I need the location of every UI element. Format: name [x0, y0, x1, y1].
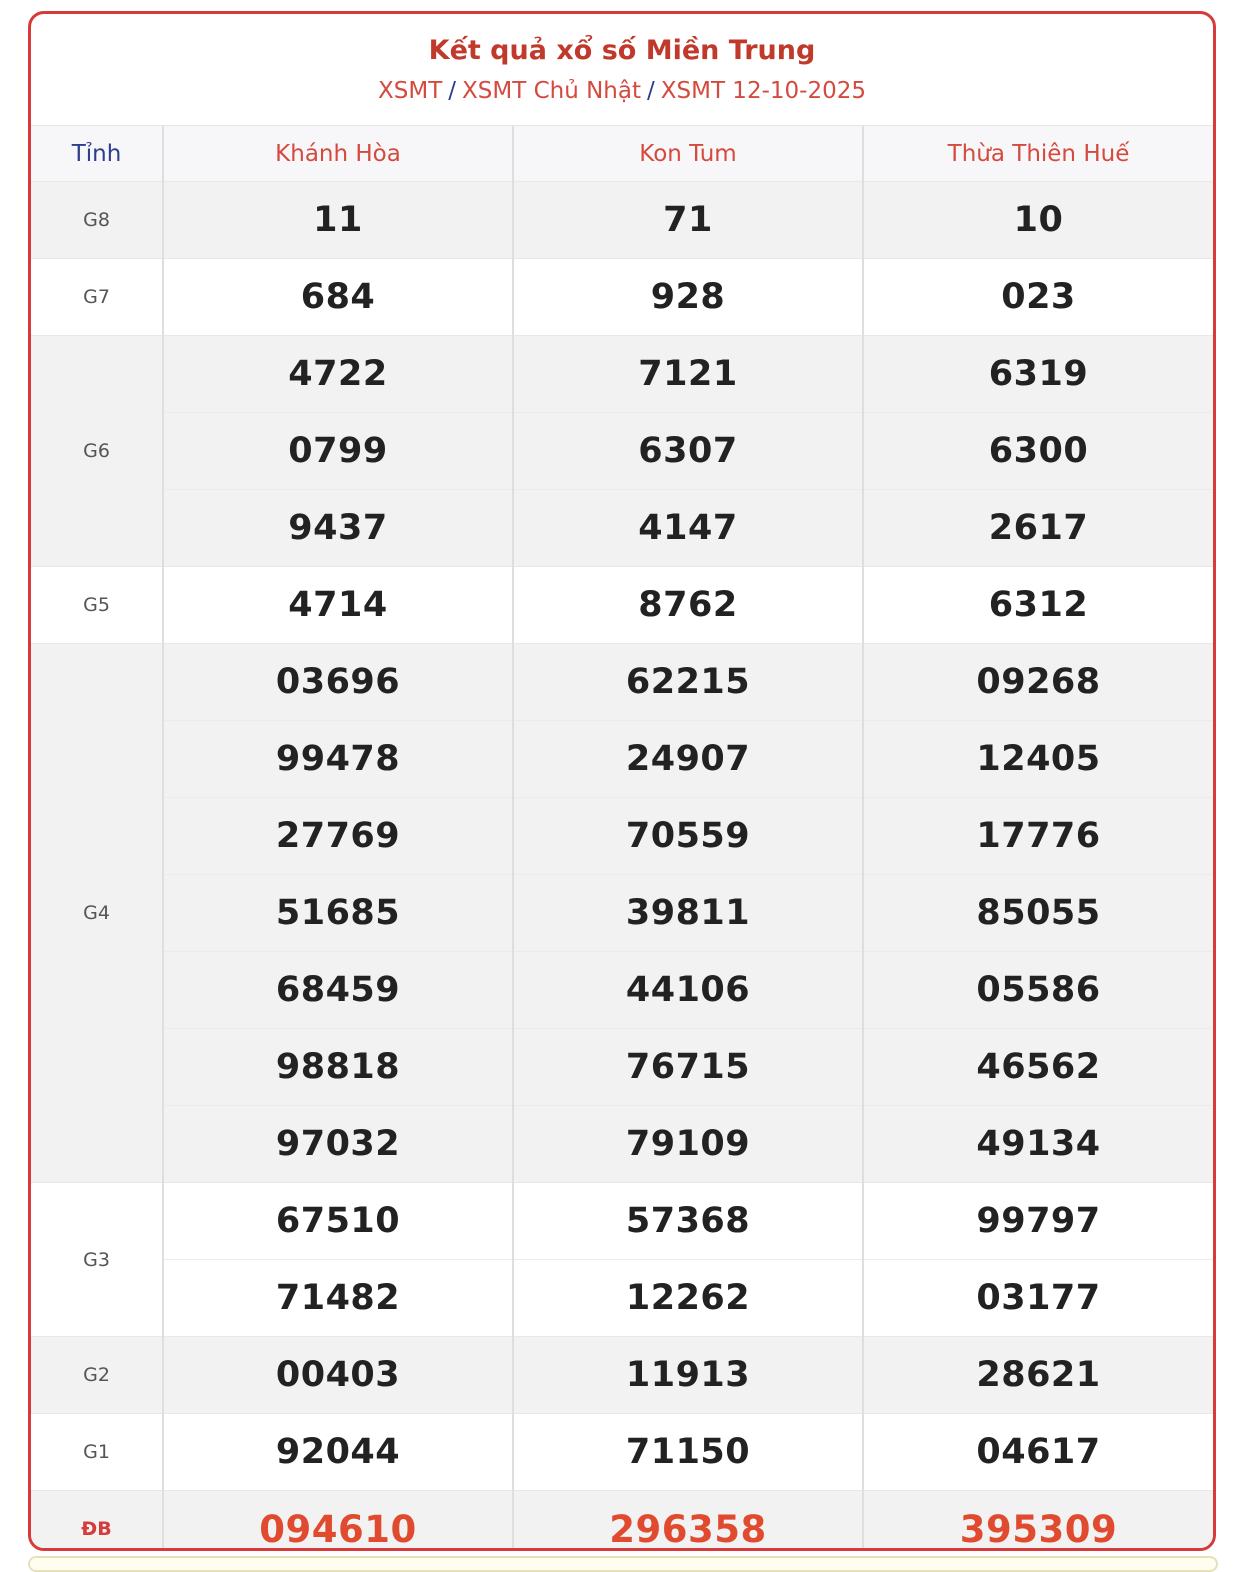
prize-number: 68459 — [163, 952, 513, 1029]
table-row — [31, 336, 1213, 413]
prize-number: 28621 — [863, 1337, 1213, 1414]
prize-number: 51685 — [163, 875, 513, 952]
table-row — [31, 1260, 1213, 1337]
table-row — [31, 798, 1213, 875]
table-row — [31, 567, 1213, 644]
prize-number: 8762 — [513, 567, 863, 644]
prize-number: 928 — [513, 259, 863, 336]
prize-number: 12405 — [863, 721, 1213, 798]
results-header — [31, 14, 1213, 126]
special-prize-number: 296358 — [513, 1491, 863, 1552]
table-row — [31, 182, 1213, 259]
prize-number: 6300 — [863, 413, 1213, 490]
province-column-header: Tỉnh — [31, 126, 163, 182]
prize-number: 12262 — [513, 1260, 863, 1337]
province-header-thua-thien-hue[interactable]: Thừa Thiên Huế — [863, 126, 1213, 182]
prize-number: 62215 — [513, 644, 863, 721]
table-row — [31, 1414, 1213, 1491]
prize-number: 76715 — [513, 1029, 863, 1106]
prize-number: 17776 — [863, 798, 1213, 875]
prize-number: 70559 — [513, 798, 863, 875]
prize-number: 71 — [513, 182, 863, 259]
prize-number: 46562 — [863, 1029, 1213, 1106]
table-row — [31, 644, 1213, 721]
special-prize-number: 094610 — [163, 1491, 513, 1552]
table-row — [31, 1106, 1213, 1183]
prize-number: 4722 — [163, 336, 513, 413]
table-row — [31, 490, 1213, 567]
prize-number: 97032 — [163, 1106, 513, 1183]
table-row — [31, 1029, 1213, 1106]
prize-number: 57368 — [513, 1183, 863, 1260]
prize-label: G3 — [31, 1183, 163, 1337]
breadcrumb-link-xsmt-date[interactable]: XSMT 12-10-2025 — [660, 78, 866, 104]
prize-number: 71482 — [163, 1260, 513, 1337]
prize-number: 04617 — [863, 1414, 1213, 1491]
table-row — [31, 259, 1213, 336]
prize-label: G6 — [31, 336, 163, 567]
table-row — [31, 413, 1213, 490]
prize-number: 99797 — [863, 1183, 1213, 1260]
prize-number: 4147 — [513, 490, 863, 567]
prize-number: 99478 — [163, 721, 513, 798]
prize-number: 24907 — [513, 721, 863, 798]
prize-number: 44106 — [513, 952, 863, 1029]
prize-number: 39811 — [513, 875, 863, 952]
prize-number: 2617 — [863, 490, 1213, 567]
prize-number: 6319 — [863, 336, 1213, 413]
prize-label: ĐB — [31, 1491, 163, 1552]
results-table — [31, 126, 1213, 1551]
breadcrumb-link-xsmt[interactable]: XSMT — [378, 78, 443, 104]
prize-number: 03177 — [863, 1260, 1213, 1337]
breadcrumb-separator: / — [647, 78, 655, 104]
prize-number: 684 — [163, 259, 513, 336]
prize-number: 11 — [163, 182, 513, 259]
prize-number: 49134 — [863, 1106, 1213, 1183]
prize-label: G1 — [31, 1414, 163, 1491]
breadcrumb-separator: / — [448, 78, 457, 104]
prize-number: 9437 — [163, 490, 513, 567]
prize-number: 92044 — [163, 1414, 513, 1491]
prize-label: G7 — [31, 259, 163, 336]
prize-label: G8 — [31, 182, 163, 259]
prize-number: 10 — [863, 182, 1213, 259]
prize-number: 6312 — [863, 567, 1213, 644]
prize-number: 79109 — [513, 1106, 863, 1183]
prize-number: 0799 — [163, 413, 513, 490]
table-header-row — [31, 126, 1213, 182]
prize-number: 11913 — [513, 1337, 863, 1414]
prize-number: 27769 — [163, 798, 513, 875]
prize-label: G2 — [31, 1337, 163, 1414]
prize-number: 7121 — [513, 336, 863, 413]
prize-number: 05586 — [863, 952, 1213, 1029]
prize-number: 67510 — [163, 1183, 513, 1260]
prize-number: 09268 — [863, 644, 1213, 721]
table-row — [31, 952, 1213, 1029]
page-title: Kết quả xổ số Miền Trung — [428, 35, 816, 66]
prize-label: G4 — [31, 644, 163, 1183]
breadcrumb — [31, 76, 1213, 106]
prize-number: 4714 — [163, 567, 513, 644]
prize-number: 71150 — [513, 1414, 863, 1491]
prize-number: 6307 — [513, 413, 863, 490]
prize-number: 03696 — [163, 644, 513, 721]
table-row — [31, 1491, 1213, 1552]
table-row — [31, 1337, 1213, 1414]
table-row — [31, 875, 1213, 952]
special-prize-number: 395309 — [863, 1491, 1213, 1552]
prize-number: 00403 — [163, 1337, 513, 1414]
table-row — [31, 721, 1213, 798]
next-section-edge — [28, 1556, 1218, 1572]
province-header-kon-tum[interactable]: Kon Tum — [513, 126, 863, 182]
province-header-khanh-hoa[interactable]: Khánh Hòa — [163, 126, 513, 182]
prize-number: 85055 — [863, 875, 1213, 952]
prize-label: G5 — [31, 567, 163, 644]
prize-number: 023 — [863, 259, 1213, 336]
table-row — [31, 1183, 1213, 1260]
results-card — [28, 11, 1216, 1551]
results-body — [31, 182, 1213, 1552]
breadcrumb-link-xsmt-sunday[interactable]: XSMT Chủ Nhật — [462, 78, 641, 104]
prize-number: 98818 — [163, 1029, 513, 1106]
